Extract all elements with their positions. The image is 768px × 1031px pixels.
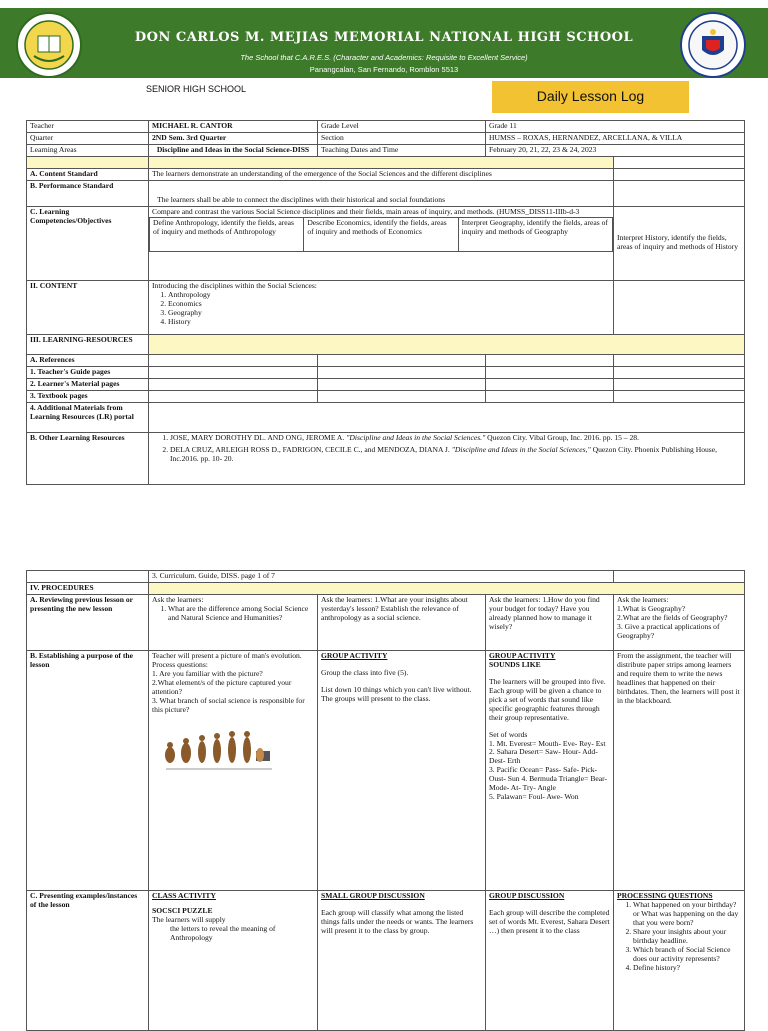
activity-heading: GROUP ACTIVITY: [489, 650, 556, 660]
quarter-value: 2ND Sem. 3rd Quarter: [149, 132, 318, 144]
blank-cell: [149, 354, 318, 366]
blank-cell: [486, 378, 614, 390]
question-list: [152, 605, 314, 623]
blank-cell: [486, 354, 614, 366]
procedure-a-day1: [149, 594, 318, 650]
content-standard-text: The learners demonstrate an understanding of the emergence of the Social Sciences and the different disciplines: [149, 168, 614, 180]
blank-cell: [149, 402, 745, 432]
blank-cell: [614, 156, 745, 168]
question-item: 1. What happened on your birthday? or What was happening on the day that you were born?: [633, 901, 741, 928]
procedure-c-day2: [318, 890, 486, 1030]
procedure-c-day1: [149, 890, 318, 1030]
procedure-c-day4: [614, 890, 745, 1030]
line: 1.What is Geography?: [617, 603, 686, 613]
teaching-dates-label: Teaching Dates and Time: [318, 144, 486, 156]
blank-cell: [614, 571, 745, 583]
teacher-value: MICHAEL R. CANTOR: [149, 121, 318, 133]
blank-cell: [486, 390, 614, 402]
reference-title: "Discipline and Ideas in the Social Sciences.": [346, 432, 486, 442]
question-item: 4. Define history?: [633, 964, 741, 973]
content-label: II. CONTENT: [27, 280, 149, 334]
content-list: [152, 291, 610, 327]
line: List down 10 things which you can't live without.: [321, 684, 472, 694]
lesson-log-table: [26, 120, 745, 485]
blank-cell: [149, 334, 745, 354]
blank-cell: [149, 156, 614, 168]
reference-publisher: Quezon City. Phoenix Publishing House, Inc.2016. pp. 10- 20.: [170, 444, 718, 463]
content-intro: Introducing the disciplines within the Social Sciences:: [152, 280, 317, 290]
resources-label: III. LEARNING-RESOURCES: [27, 334, 149, 354]
reference-list: [152, 434, 741, 464]
grade-level-label: Grade Level: [318, 121, 486, 133]
line: Teacher will present a picture of man's evolution.: [152, 650, 302, 660]
blank-cell: [149, 582, 745, 594]
blank-cell: [614, 366, 745, 378]
procedure-a-label: A. Reviewing previous lesson or presenting the new lesson: [27, 594, 149, 650]
blank-cell: [614, 180, 745, 206]
line: Each group will describe the completed set of words Mt. Everest, Sahara Desert …) then present it to the class: [489, 907, 610, 935]
procedure-a-day3: Ask the learners: 1.How do you find your budget for today? Have you already planned how to manage it wisely?: [486, 594, 614, 650]
school-address: Panangcalan, San Fernando, Romblon 5513: [309, 65, 459, 74]
blank-cell: [149, 390, 318, 402]
blank-cell: [614, 390, 745, 402]
activity-subheading: SOUNDS LIKE: [489, 659, 541, 669]
competencies-text: Compare and contrast the various Social Science disciplines and their fields, main areas of inquiry, and methods. (HUMSS_DISS11-IIIb-d-3: [152, 206, 580, 216]
line: 2. Sahara Desert= Saw- Hour- Add- Dest- Erth: [489, 747, 598, 766]
document-title: Daily Lesson Log: [536, 88, 645, 104]
performance-standard-text: The learners shall be able to connect the disciplines with their historical and social foundations: [149, 180, 614, 206]
line: The learners will supply: [152, 914, 226, 924]
blank-cell: [614, 354, 745, 366]
blank-cell: [318, 378, 486, 390]
performance-standard-label: B. Performance Standard: [27, 180, 149, 206]
line: Set of words: [489, 729, 528, 739]
section-label: Section: [318, 132, 486, 144]
line: Ask the learners:: [617, 594, 669, 604]
school-banner: [0, 8, 768, 78]
procedure-a-day2: Ask the learners: 1.What are your insights about yesterday's lesson? Establish the relevance of anthropology as a social science.: [318, 594, 486, 650]
procedure-b-day3: [486, 650, 614, 890]
content-item: 4. History: [168, 318, 610, 327]
blank-cell: [614, 280, 745, 334]
content-item: 1. Anthropology: [168, 291, 610, 300]
activity-heading: GROUP DISCUSSION: [489, 890, 565, 900]
line: Group the class into five (5).: [321, 667, 409, 677]
reference-publisher: Quezon City. Vibal Group, Inc. 2016. pp. 15 – 28.: [487, 432, 639, 442]
line: 1. Are you familiar with the picture?: [152, 668, 263, 678]
blank-cell: [149, 366, 318, 378]
textbook-label: 3. Textbook pages: [27, 390, 149, 402]
other-resources-cell: [149, 432, 745, 484]
human-evolution-image: [162, 725, 274, 773]
teacher-label: Teacher: [27, 121, 149, 133]
learning-areas-value: Discipline and Ideas in the Social Science-DISS: [149, 144, 318, 156]
question-item: 1. What are the difference among Social Science and Natural Science and Humanities?: [168, 605, 314, 623]
blank-cell: [486, 366, 614, 378]
procedure-c-day3: [486, 890, 614, 1030]
line: 1. Mt. Everest= Mouth- Eve- Rey- Est: [489, 738, 606, 748]
activity-heading: CLASS ACTIVITY: [152, 890, 216, 900]
teachers-guide-label: 1. Teacher's Guide pages: [27, 366, 149, 378]
content-cell: [149, 280, 614, 334]
processing-questions-list: [617, 901, 741, 973]
school-name: DON CARLOS M. MEJIAS MEMORIAL NATIONAL HIGH SCHOOL: [134, 30, 634, 45]
competencies-cell: [149, 206, 614, 280]
document-title-box: [492, 81, 689, 113]
curriculum-guide-ref: 3. Curriculum. Guide, DISS. page 1 of 7: [149, 571, 614, 583]
references-label: A. References: [27, 354, 149, 366]
blank-cell: [27, 571, 149, 583]
grade-level-value: Grade 11: [486, 121, 745, 133]
line: 5. Palawan= Foul- Awe- Won: [489, 792, 579, 802]
blank-cell: [614, 168, 745, 180]
content-standard-label: A. Content Standard: [27, 168, 149, 180]
activity-heading: SMALL GROUP DISCUSSION: [321, 890, 425, 900]
procedures-label: IV. PROCEDURES: [27, 582, 149, 594]
blank-cell: [318, 366, 486, 378]
blank-cell: [149, 378, 318, 390]
blank-cell: [318, 390, 486, 402]
line: The groups will present to the class.: [321, 693, 431, 703]
reference-item: [170, 434, 741, 443]
line: 2.What element/s of the picture captured your attention?: [152, 677, 292, 696]
procedure-a-day4: [614, 594, 745, 650]
activity-subheading: SOCSCI PUZZLE: [152, 905, 213, 915]
ask-intro: Ask the learners:: [152, 594, 204, 604]
quarter-label: Quarter: [27, 132, 149, 144]
section-value: HUMSS – ROXAS, HERNANDEZ, ARCELLANA, & VILLA: [486, 132, 745, 144]
line: Process questions:: [152, 659, 208, 669]
activity-heading: GROUP ACTIVITY: [321, 650, 388, 660]
competencies-label: C. Learning Competencies/Objectives: [27, 206, 149, 280]
procedure-b-day2: [318, 650, 486, 890]
procedure-b-day4: From the assignment, the teacher will distribute paper strips among learners and require them to write the news headlines that happened on their birthdates. Then, the learners will post it in the blackboard.: [614, 650, 745, 890]
daily-objectives-table: [149, 217, 613, 252]
activity-heading: PROCESSING QUESTIONS: [617, 890, 713, 900]
line: The learners will be grouped into five. Each group will be given a chance to pick a set of words that sound like specific geographic features through their group representative.: [489, 676, 606, 722]
procedure-b-day1: [149, 650, 318, 890]
line: the letters to reveal the meaning of Anthropology: [170, 923, 276, 942]
learning-areas-label: Learning Areas: [27, 144, 149, 156]
line: 3. What branch of social science is responsible for this picture?: [152, 695, 305, 714]
reference-authors: DELA CRUZ, ARLEIGH ROSS D., FADRIGON, CECILE C., and MENDOZA, DIANA J.: [170, 444, 450, 454]
procedure-b-label: B. Establishing a purpose of the lesson: [27, 650, 149, 890]
line: Each group will classify what among the listed things falls under the needs or wants. The learners will present it to the class by group.: [321, 907, 474, 935]
procedures-table: [26, 570, 745, 1031]
day1-objective: Define Anthropology, identify the fields, areas of inquiry and methods of Anthropology: [150, 217, 304, 251]
content-item: 2. Economics: [168, 300, 610, 309]
teaching-dates-value: February 20, 21, 22, 23 & 24, 2023: [486, 144, 745, 156]
senior-high-label: SENIOR HIGH SCHOOL: [146, 84, 247, 94]
school-tagline: The School that C.A.R.E.S. (Character and Academics: Requisite to Excellent Service): [240, 53, 528, 62]
question-item: 3. Which branch of Social Science does our activity represents?: [633, 946, 741, 964]
reference-title: "Discipline and Ideas in the Social Sciences,": [451, 444, 591, 454]
line: 3. Pacific Ocean= Pass- Safe- Pick- Oust- Sun 4. Bermuda Triangle= Bear- Mode- At- Try- Angle: [489, 765, 608, 793]
learners-material-label: 2. Learner's Material pages: [27, 378, 149, 390]
reference-authors: JOSE, MARY DOROTHY DL. AND ONG, JEROME A.: [170, 432, 345, 442]
other-resources-label: B. Other Learning Resources: [27, 432, 149, 484]
blank-cell: [614, 378, 745, 390]
day4-objective: Interpret History, identify the fields, areas of inquiry and methods of History: [614, 206, 745, 280]
line: 3. Give a practical applications of Geography?: [617, 621, 720, 640]
additional-materials-label: 4. Additional Materials from Learning Resources (LR) portal: [27, 402, 149, 432]
question-item: 2. Share your insights about your birthday headline.: [633, 928, 741, 946]
content-item: 3. Geography: [168, 309, 610, 318]
deped-seal-logo: [680, 12, 746, 78]
blank-cell: [27, 156, 149, 168]
blank-cell: [318, 354, 486, 366]
reference-item: [170, 446, 741, 464]
line: 2.What are the fields of Geography?: [617, 612, 728, 622]
procedure-c-label: C. Presenting examples/instances of the lesson: [27, 890, 149, 1030]
day3-objective: Interpret Geography, identify the fields, areas of inquiry and methods of Geography: [458, 217, 612, 251]
day2-objective: Describe Economics, identify the fields, areas of inquiry and methods of Economics: [304, 217, 458, 251]
school-seal-logo: [16, 12, 82, 78]
